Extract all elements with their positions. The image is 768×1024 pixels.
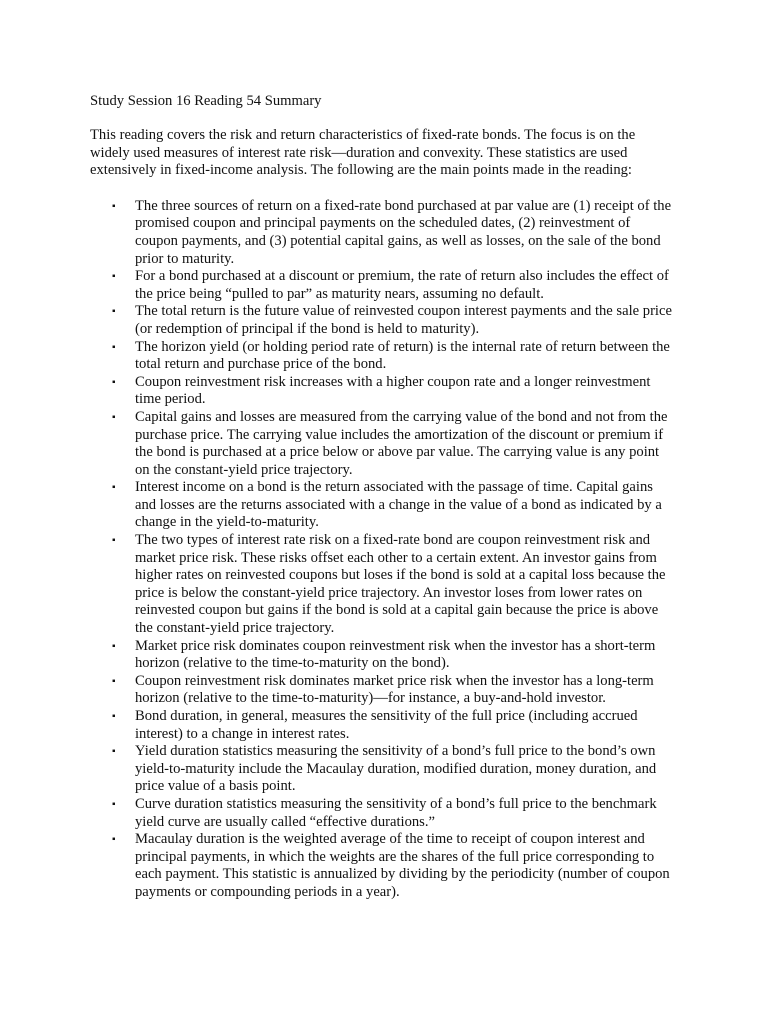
document-title: Study Session 16 Reading 54 Summary: [90, 93, 322, 109]
list-item-text: The horizon yield (or holding period rate of return) is the internal rate of return between the total return and purchase price of the bond.: [135, 338, 670, 373]
list-item-text: Yield duration statistics measuring the sensitivity of a bond’s full price to the bond’s own yield-to-maturity include the Macaulay duration, modified duration, money duration, and price value of a basis point.: [135, 743, 657, 795]
list-item-text: For a bond purchased at a discount or premium, the rate of return also includes the effect of the price being “pulled to par” as maturity nears, assuming no default.: [135, 268, 669, 302]
list-item-text: Bond duration, in general, measures the sensitivity of the full price (including accrued interest) to a change in interest rates.: [135, 708, 638, 742]
list-item-text: Capital gains and losses are measured from the carrying value of the bond and not from the purchase price. The carrying value includes the amortization of the discount or premium if the bond is purchased at a price below or above par value. The carrying value is any point on the constant-yield price trajectory.: [135, 408, 668, 478]
list-item-text: Market price risk dominates coupon reinvestment risk when the investor has a short-term horizon (relative to the time-to-maturity on the bond).: [135, 637, 656, 672]
bullet-icon: ▪: [112, 640, 116, 652]
list-item-text: Interest income on a bond is the return associated with the passage of time. Capital gains and losses are the returns associated with a change in the value of a bond as indicated by a change in the yield-to-maturity.: [135, 479, 662, 531]
list-item-text: Curve duration statistics measuring the sensitivity of a bond’s full price to the benchmark yield curve are usually called “effective durations.”: [135, 795, 657, 830]
list-item-text: The total return is the future value of reinvested coupon interest payments and the sale price (or redemption of principal if the bond is held to maturity).: [135, 303, 672, 337]
list-item: [90, 339, 672, 374]
bullet-icon: ▪: [112, 535, 116, 547]
list-item: [90, 708, 672, 743]
bullet-icon: ▪: [112, 306, 116, 318]
intro-paragraph: This reading covers the risk and return characteristics of fixed-rate bonds. The focus is on the widely used measures of interest rate risk—duration and convexity. These statistics are used extensively in fixed-income analysis. The following are the main points made in the reading:: [90, 127, 636, 179]
list-item-text: The two types of interest rate risk on a fixed-rate bond are coupon reinvestment risk and market price risk. These risks offset each other to a certain extent. An investor gains from higher rates on reinvested coupons but loses if the bond is sold at a capital loss because the price is below the constant-yield price trajectory. An investor loses from lower rates on reinvested coupon but gains if the bond is sold at a capital gain because the price is above the constant-yield price trajectory.: [135, 532, 666, 637]
list-item-text: Coupon reinvestment risk increases with a higher coupon rate and a longer reinvestment time period.: [135, 373, 651, 408]
list-item: [90, 796, 672, 831]
summary-bullet-list: [90, 198, 672, 902]
list-item: [90, 638, 672, 673]
bullet-icon: ▪: [112, 411, 116, 423]
list-item: [90, 198, 672, 268]
list-item: [90, 268, 672, 303]
bullet-icon: ▪: [112, 746, 116, 758]
bullet-icon: ▪: [112, 834, 116, 846]
list-item: [90, 673, 672, 708]
list-item: [90, 409, 672, 479]
list-item: [90, 532, 672, 638]
list-item: [90, 831, 672, 901]
bullet-icon: ▪: [112, 200, 116, 212]
bullet-icon: ▪: [112, 675, 116, 687]
bullet-icon: ▪: [112, 482, 116, 494]
list-item-text: Macaulay duration is the weighted average of the time to receipt of coupon interest and principal payments, in which the weights are the shares of the full price corresponding to each payment. This statistic is annualized by dividing by the periodicity (number of coupon payments or compounding periods in a year).: [135, 831, 670, 900]
list-item-text: The three sources of return on a fixed-rate bond purchased at par value are (1) receipt of the promised coupon and principal payments on the scheduled dates, (2) reinvestment of coupon payments, and (3) potential capital gains, as well as losses, on the sale of the bond prior to maturity.: [135, 197, 672, 267]
list-item: [90, 374, 672, 409]
bullet-icon: ▪: [112, 271, 116, 283]
list-item: [90, 479, 672, 532]
bullet-icon: ▪: [112, 341, 116, 353]
list-item-text: Coupon reinvestment risk dominates market price risk when the investor has a long-term horizon (relative to the time-to-maturity)—for instance, a buy-and-hold investor.: [135, 672, 654, 707]
bullet-icon: ▪: [112, 798, 116, 810]
list-item: [90, 743, 672, 796]
bullet-icon: ▪: [112, 711, 116, 722]
list-item: [90, 303, 672, 338]
document-page: [90, 92, 672, 902]
bullet-icon: ▪: [112, 376, 116, 388]
